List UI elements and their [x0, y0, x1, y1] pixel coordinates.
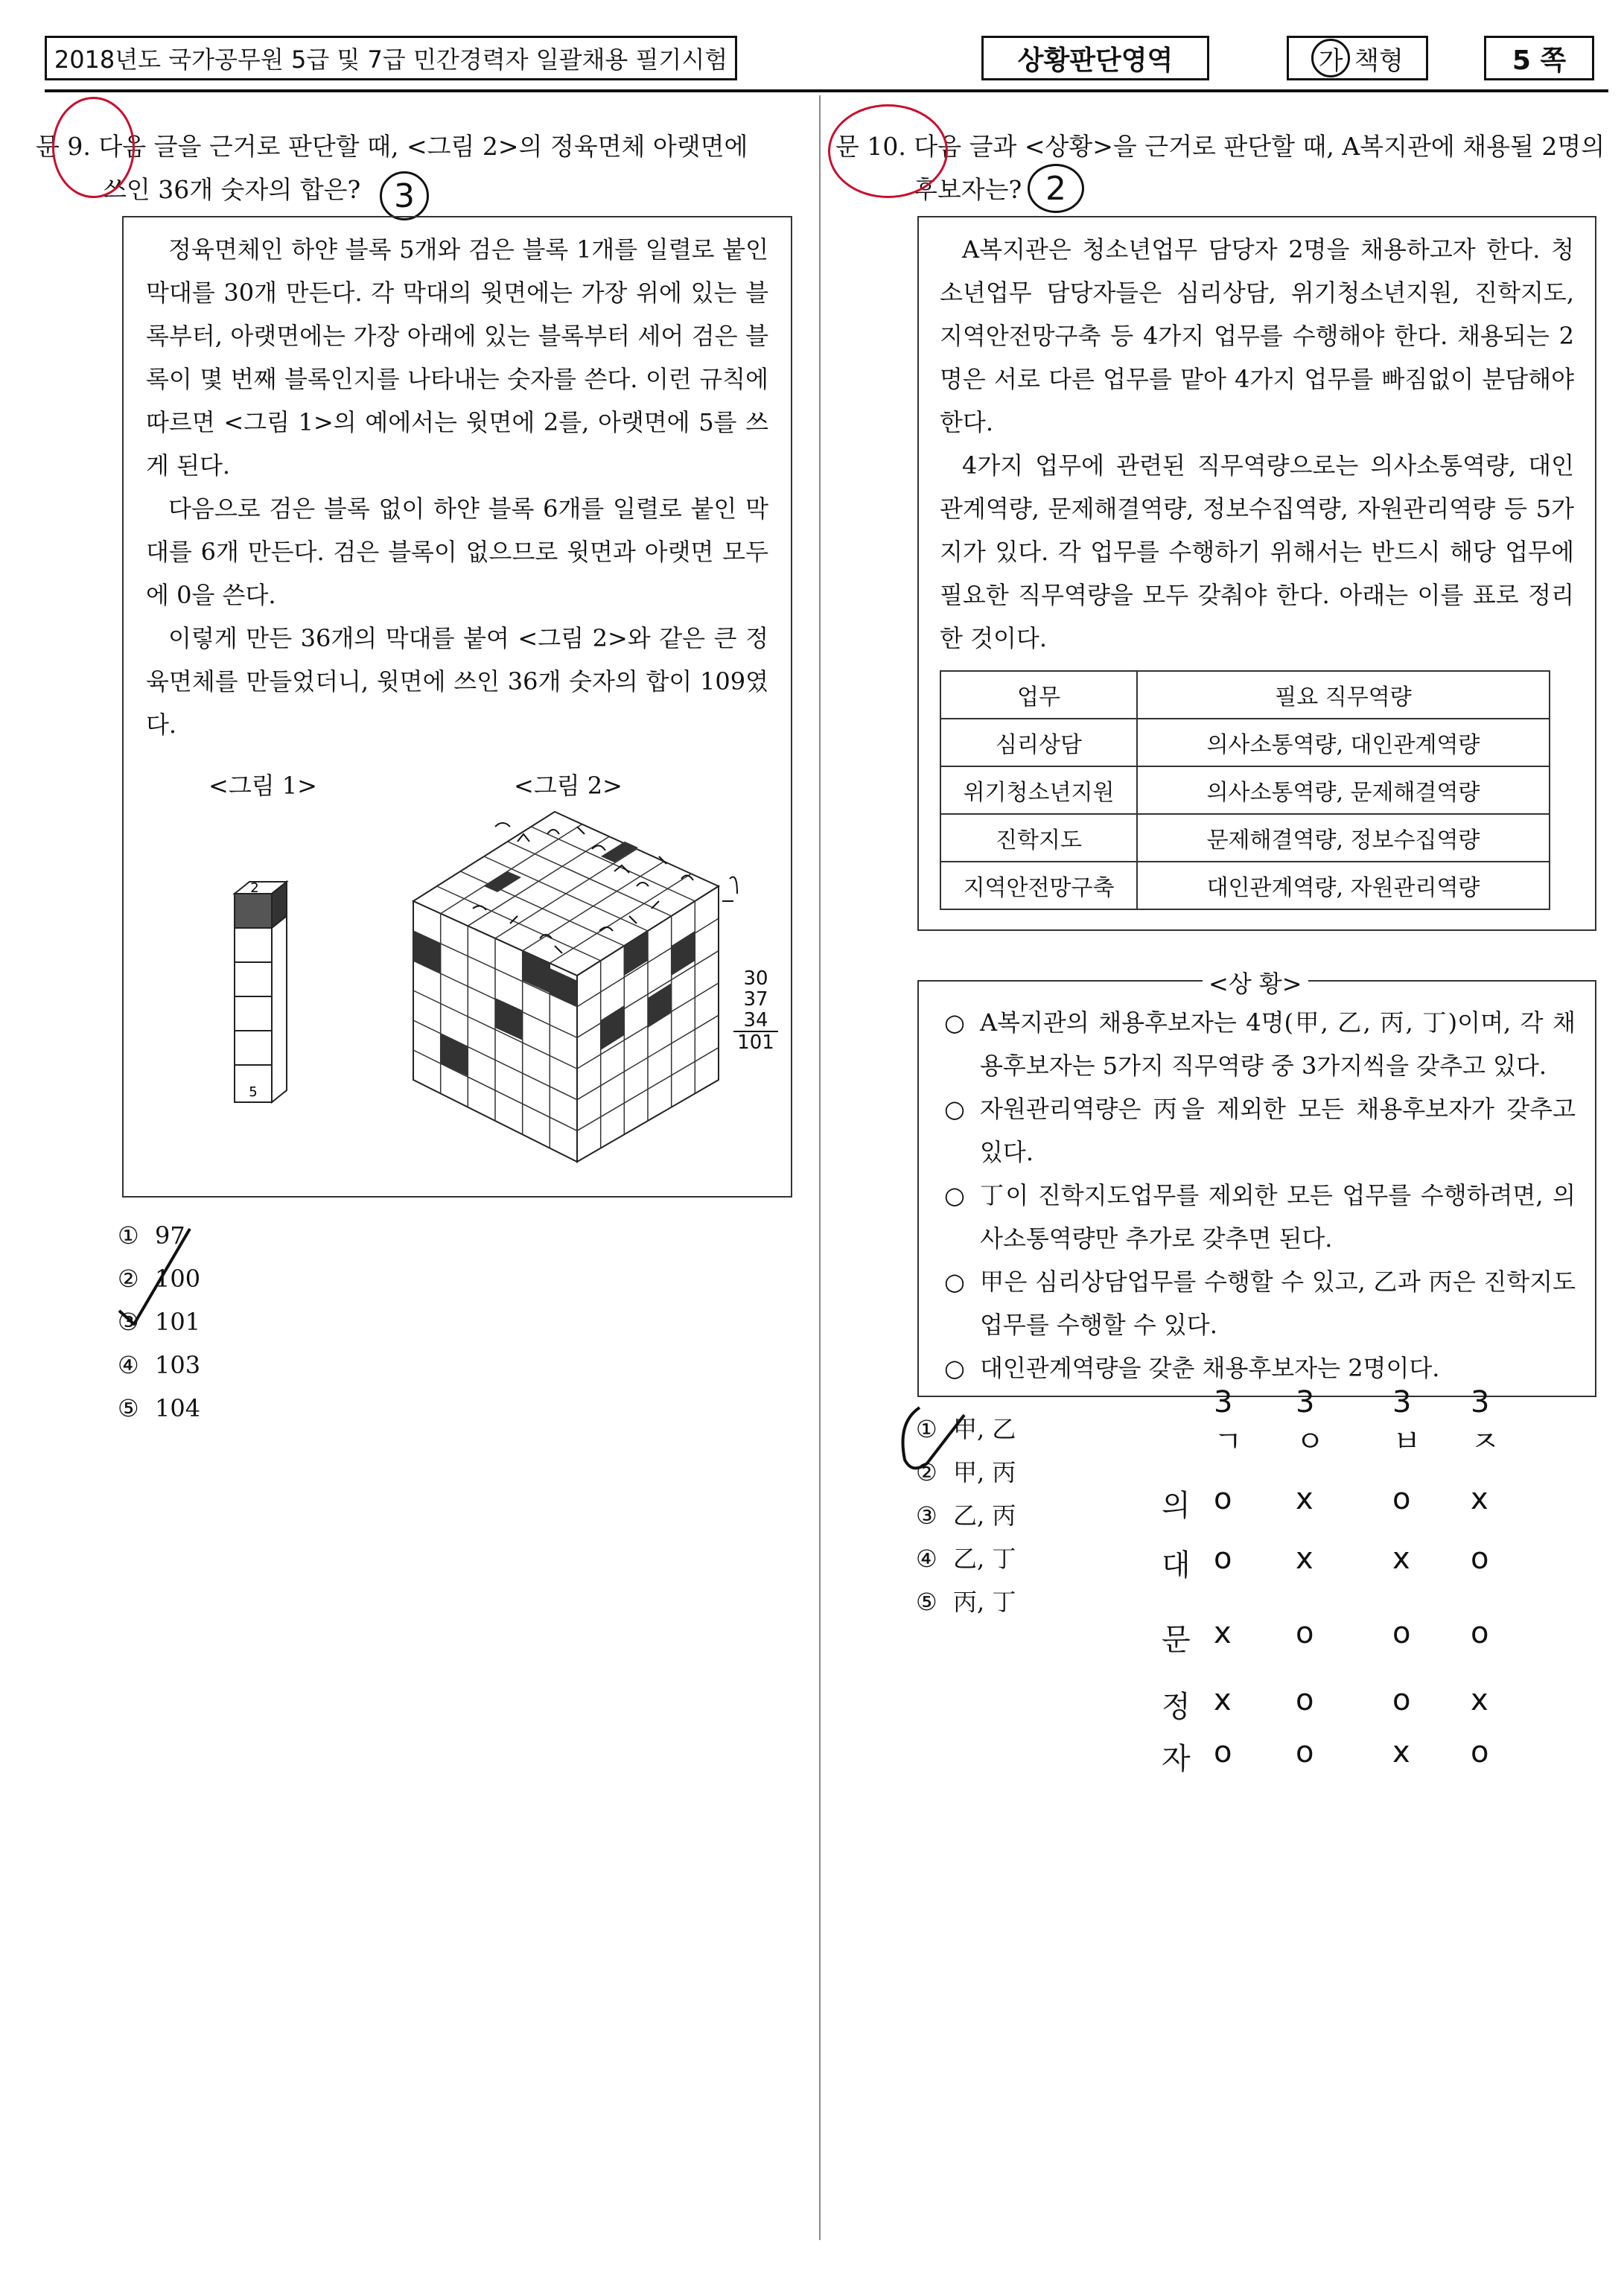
q10-option-4[interactable]: ④ 乙, 丁 — [916, 1545, 1016, 1573]
table-header-row — [940, 671, 1550, 719]
q9-option-5[interactable]: ⑤ 104 — [118, 1394, 201, 1422]
column-divider — [819, 95, 821, 2240]
q10-red-circle — [828, 104, 948, 198]
situation-item: A복지관의 채용후보자는 4명(甲, 乙, 丙, 丁)이며, 각 채용후보자는 5가지 직무역량 중 3가지씩을 갖추고 있다. — [980, 1008, 1576, 1080]
q10-stem-line1: 다음 글과 <상황>을 근거로 판단할 때, A복지관에 채용될 2명의 — [914, 132, 1605, 161]
table-cell: 의사소통역량, 문제해결역량 — [1137, 766, 1550, 814]
q10-passage-box — [917, 216, 1596, 931]
hand-col: ㅇ — [1296, 1425, 1325, 1459]
situation-bullet: ○ — [944, 1095, 965, 1123]
situation-bullet: ○ — [944, 1268, 965, 1296]
hand-mark: o — [1296, 1683, 1314, 1717]
fig2-label: <그림 2> — [514, 772, 622, 800]
hand-mark: x — [1296, 1542, 1313, 1576]
hand-mark: x — [1392, 1735, 1410, 1769]
q9-paragraph: 정육면체인 하얀 블록 5개와 검은 블록 1개를 일렬로 붙인 막대를 30개 만든다. 각 막대의 윗면에는 가장 위에 있는 블록부터, 아랫면에는 가장 아래에 있는 블록부터 세어 검은 블록이 몇 번째 블록인지를 나타내는 숫자를 쓴다. 이런 규칙에 따르면 <그림 1>의 예에서는 윗면에 2를, 아랫면에 5를 쓰게 된다. — [146, 235, 768, 480]
q9-hand-sum-item: 101 — [737, 1031, 774, 1054]
hand-mark: o — [1296, 1735, 1314, 1769]
fig1-top-number: 2 — [250, 880, 259, 896]
table-header: 업무 — [940, 671, 1137, 719]
q10-hand-grid — [1132, 1385, 1519, 1787]
hand-col: ㅈ — [1471, 1425, 1500, 1459]
q10-option-3[interactable]: ③ 乙, 丙 — [916, 1501, 1016, 1530]
q9-hand-sum-item: 37 — [743, 988, 768, 1011]
hand-mark: o — [1392, 1683, 1411, 1717]
hand-row-label: 정 — [1162, 1690, 1191, 1724]
section-title: 상황판단영역 — [981, 36, 1209, 80]
hand-mark: o — [1471, 1616, 1489, 1650]
table-row — [940, 766, 1550, 814]
q10-hand-answer: 2 — [1028, 164, 1084, 213]
hand-mark: o — [1392, 1616, 1411, 1650]
situation-label: <상 황> — [1203, 965, 1308, 999]
header-rule — [45, 89, 1608, 92]
hand-row-label: 의 — [1162, 1489, 1191, 1523]
hand-mark: x — [1471, 1683, 1488, 1717]
table-cell: 문제해결역량, 정보수집역량 — [1137, 814, 1550, 862]
hand-mark: x — [1214, 1683, 1232, 1717]
q10-paragraph: A복지관은 청소년업무 담당자 2명을 채용하고자 한다. 청소년업무 담당자들은 심리상담, 위기청소년지원, 진학지도, 지역안전망구축 등 4가지 업무를 수행해야 한다. 채용되는 2명은 서로 다른 업무를 맡아 4가지 업무를 빠짐없이 분담해야 한다. — [940, 235, 1574, 436]
q9-stem-line1: 다음 글을 근거로 판단할 때, <그림 2>의 정육면체 아랫면에 — [98, 132, 748, 161]
hand-row-label: 문 — [1162, 1623, 1191, 1657]
hand-mark: x — [1392, 1542, 1410, 1576]
table-cell: 지역안전망구축 — [940, 862, 1137, 909]
q9-hand-sum — [733, 968, 778, 1053]
q9-hand-answer: 3 — [380, 171, 429, 220]
table-row — [940, 814, 1550, 862]
booklet-mark: 가 — [1311, 39, 1350, 77]
q9-hand-sum-item: 30 — [743, 967, 768, 990]
q10-option-5[interactable]: ⑤ 丙, 丁 — [916, 1588, 1016, 1616]
q10-option-1[interactable]: ① 甲, 乙 — [916, 1415, 1016, 1443]
q10-paragraph: 4가지 업무에 관련된 직무역량으로는 의사소통역량, 대인관계역량, 문제해결역량, 정보수집역량, 자원관리역량 등 5가지가 있다. 각 업무를 수행하기 위해서는 반드시 해당 업무에 필요한 직무역량을 모두 갖춰야 한다. 아래는 이를 표로 정리한 것이다. — [940, 451, 1574, 652]
situation-bullet: ○ — [944, 1181, 965, 1209]
q9-stem-line2: 쓰인 36개 숫자의 합은? — [103, 175, 361, 204]
figure-2 — [406, 804, 748, 1177]
hand-mark: o — [1296, 1616, 1314, 1650]
q10-stem-line2: 후보자는? — [914, 175, 1022, 204]
hand-mark: o — [1214, 1482, 1232, 1516]
hand-mark: x — [1471, 1482, 1488, 1516]
hand-mark: o — [1471, 1542, 1489, 1576]
hand-count: 3 — [1296, 1385, 1315, 1419]
q10-stem — [835, 125, 1610, 212]
hand-mark: o — [1214, 1542, 1232, 1576]
table-cell: 심리상담 — [940, 719, 1137, 766]
situation-bullet: ○ — [944, 1354, 965, 1382]
situation-bullet: ○ — [944, 1008, 965, 1037]
table-cell: 위기청소년지원 — [940, 766, 1137, 814]
hand-count: 3 — [1392, 1385, 1412, 1419]
situation-item: 자원관리역량은 丙을 제외한 모든 채용후보자가 갖추고 있다. — [980, 1095, 1576, 1166]
hand-mark: o — [1392, 1482, 1411, 1516]
hand-mark: x — [1296, 1482, 1313, 1516]
hand-col: ㄱ — [1214, 1425, 1243, 1459]
booklet-label: 책형 — [1354, 45, 1404, 76]
q9-paragraph: 다음으로 검은 블록 없이 하얀 블록 6개를 일렬로 붙인 막대를 6개 만든다. 검은 블록이 없으므로 윗면과 아랫면 모두에 0을 쓴다. — [146, 495, 768, 609]
table-header: 필요 직무역량 — [1137, 671, 1550, 719]
page-number: 5 쪽 — [1484, 36, 1594, 80]
table-row — [940, 719, 1550, 766]
hand-mark: o — [1214, 1735, 1232, 1769]
hand-col: ㅂ — [1392, 1425, 1421, 1459]
q9-paragraph: 이렇게 만든 36개의 막대를 붙여 <그림 2>와 같은 큰 정육면체를 만들었더니, 윗면에 쓰인 36개 숫자의 합이 109였다. — [146, 624, 768, 739]
fig1-label: <그림 1> — [208, 772, 317, 800]
q9-option-4[interactable]: ④ 103 — [118, 1351, 201, 1379]
booklet-type — [1287, 36, 1428, 80]
situation-item: 丁이 진학지도업무를 제외한 모든 업무를 수행하려면, 의사소통역량만 추가로 갖추면 된다. — [980, 1181, 1576, 1253]
q10-checkmark-icon — [890, 1393, 979, 1482]
figure-1 — [223, 879, 305, 1117]
q10-option-2[interactable]: ② 甲, 丙 — [916, 1458, 1016, 1486]
q9-option-2[interactable]: ② 100 — [118, 1265, 201, 1293]
table-cell: 진학지도 — [940, 814, 1137, 862]
q9-red-circle — [52, 97, 135, 198]
q9-hand-sum-item: 34 — [733, 1010, 778, 1032]
q9-number: 문 9. — [36, 132, 91, 161]
hand-count: 3 — [1214, 1385, 1233, 1419]
exam-title: 2018년도 국가공무원 5급 및 7급 민간경력자 일괄채용 필기시험 — [45, 36, 737, 80]
q9-option-1[interactable]: ① 97 — [118, 1221, 185, 1250]
table-cell: 대인관계역량, 자원관리역량 — [1137, 862, 1550, 909]
hand-mark: o — [1471, 1735, 1489, 1769]
hand-row-label: 대 — [1162, 1548, 1191, 1583]
competency-table — [940, 670, 1550, 910]
situation-item: 甲은 심리상담업무를 수행할 수 있고, 乙과 丙은 진학지도 업무를 수행할 수 있다. — [980, 1268, 1576, 1339]
q9-option-3[interactable]: ③ 101 — [118, 1308, 201, 1336]
hand-row-label: 자 — [1162, 1742, 1191, 1776]
situation-item: 대인관계역량을 갖춘 채용후보자는 2명이다. — [980, 1354, 1440, 1382]
hand-mark: x — [1214, 1616, 1232, 1650]
table-cell: 의사소통역량, 대인관계역량 — [1137, 719, 1550, 766]
q9-checkmark-icon — [112, 1221, 201, 1326]
hand-count: 3 — [1471, 1385, 1490, 1419]
fig1-bottom-number: 5 — [249, 1084, 258, 1100]
q10-number: 문 10. — [835, 132, 906, 161]
table-row — [940, 862, 1550, 909]
